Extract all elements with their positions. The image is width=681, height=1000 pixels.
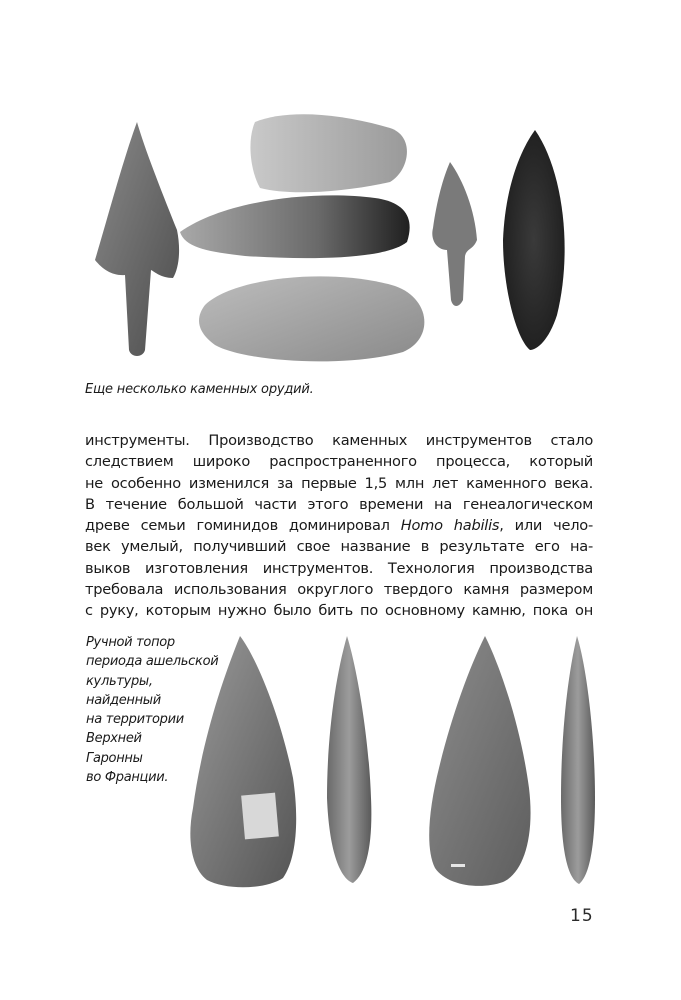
arrowhead-left xyxy=(95,122,179,356)
text-line: век умелый, получивший свое название в результате его на- xyxy=(85,538,593,556)
caption-line: Гаронны xyxy=(86,750,143,766)
caption-line: на территории xyxy=(86,712,184,728)
hand-axe-front xyxy=(190,636,296,887)
page-number: 15 xyxy=(570,906,594,926)
flake-top xyxy=(250,114,407,192)
text-line: выков изготовления инструментов. Технология производства xyxy=(85,559,593,577)
text-line: не особенно изменился за первые 1,5 млн лет каменного века. xyxy=(85,474,593,492)
hand-axe-figure xyxy=(185,628,605,893)
text-line: В течение большой части этого времени на генеалогическом xyxy=(85,495,593,513)
stone-tools-figure xyxy=(85,100,595,370)
hand-axe-edge xyxy=(561,636,595,884)
point-small xyxy=(432,162,477,306)
blade-middle xyxy=(180,195,410,258)
text-line: инструменты. Производство каменных инструментов стало xyxy=(85,432,593,449)
text-line: древе семьи гоминидов доминировал Homo habilis, или чело- xyxy=(85,517,593,535)
text-line: с руку, которым нужно было бить по основному камню, пока он xyxy=(85,602,593,620)
hand-axe-side xyxy=(327,636,371,883)
leaf-bottom xyxy=(199,276,424,361)
side-caption xyxy=(86,633,219,787)
text-line: следствием широко распространенного процесса, который xyxy=(85,453,593,471)
specimen-label xyxy=(241,793,279,840)
species-name: Homo habilis xyxy=(400,517,500,535)
caption-line: Верхней xyxy=(86,731,142,747)
caption-line: культуры, xyxy=(86,673,153,689)
hand-axe-back xyxy=(429,636,530,886)
leaf-dark xyxy=(503,130,565,350)
caption-line: найденный xyxy=(86,692,161,708)
scale-mark xyxy=(451,864,465,867)
text-line: требовала использования округлого твердого камня размером xyxy=(85,581,593,599)
caption-line: Ручной топор xyxy=(86,635,175,650)
caption-line: периода ашельской xyxy=(86,654,219,670)
figure-caption: Еще несколько каменных орудий. xyxy=(85,382,314,397)
caption-line: во Франции. xyxy=(86,770,169,786)
body-paragraph xyxy=(85,430,593,622)
